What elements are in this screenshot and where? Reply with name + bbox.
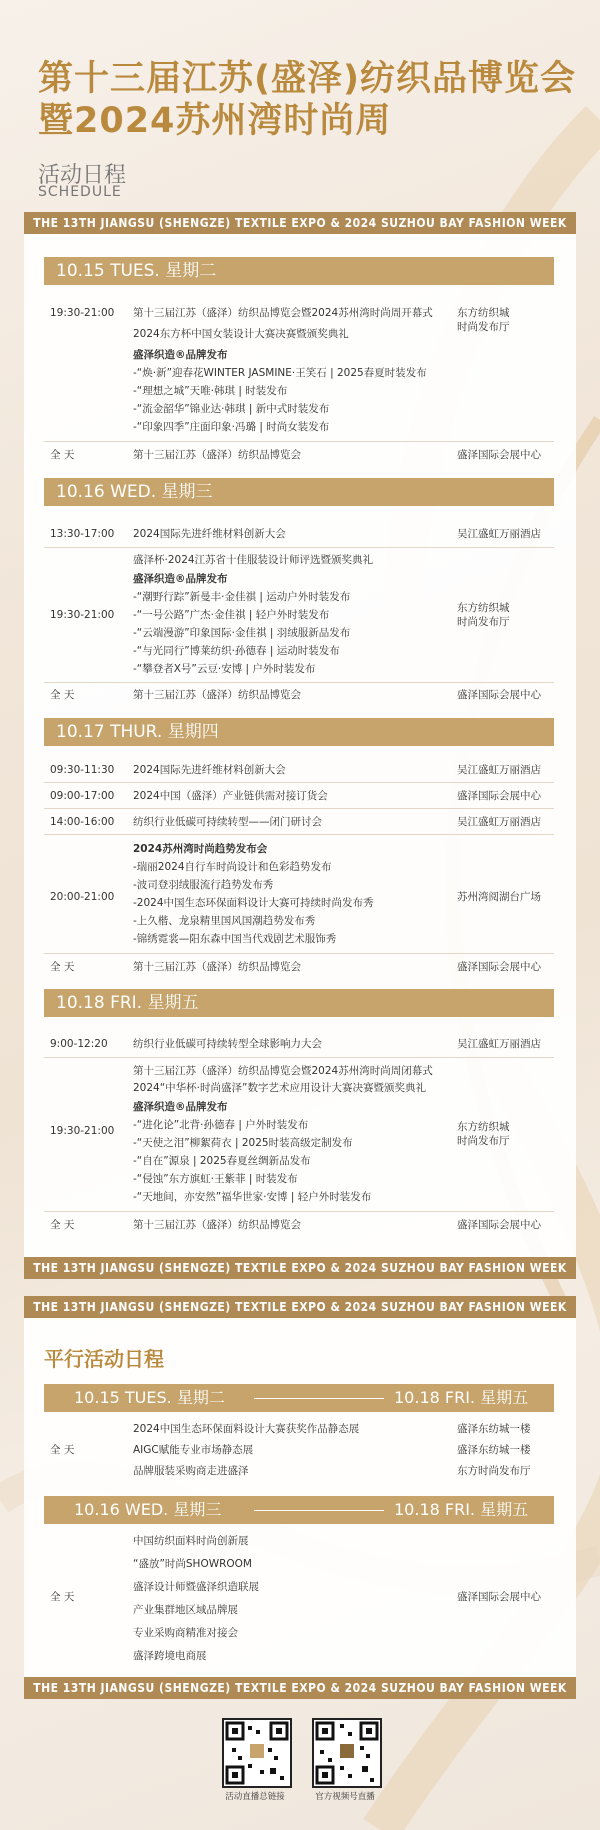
- time: 19:30-21:00: [50, 1125, 115, 1137]
- divider: [44, 834, 554, 835]
- venue: 吴江盛虹万丽酒店: [457, 816, 541, 828]
- event: -“攀登者X号”云豆·安博 | 户外时装发布: [133, 663, 316, 675]
- day-header-1018: 10.18 FRI. 星期五: [44, 989, 554, 1017]
- event: “盛放”时尚SHOWROOM: [133, 1558, 252, 1570]
- event: -“理想之城”天唯·韩琪 | 时装发布: [133, 385, 288, 397]
- event: -“一号公路”广杰·金佳祺 | 轻户外时装发布: [133, 609, 330, 621]
- event: 第十三届江苏（盛泽）纺织品博览会: [133, 961, 301, 973]
- expo-banner: THE 13TH JIANGSU (SHENGZE) TEXTILE EXPO & 2024 SUZHOU BAY FASHION WEEK: [24, 1257, 576, 1279]
- venue: 东方纺织城 时尚发布厅: [457, 307, 510, 333]
- event: 品牌服装采购商走进盛泽: [133, 1465, 249, 1477]
- event: 产业集群地区域品牌展: [133, 1604, 238, 1616]
- event: -“侵蚀”东方旗虹·王紫菲 | 时装发布: [133, 1173, 298, 1185]
- event: -“流金韶华”锦业达·韩琪 | 新中式时装发布: [133, 403, 330, 415]
- time: 全 天: [50, 1591, 75, 1603]
- event: -瑞丽2024自行车时尚设计和色彩趋势发布: [133, 861, 332, 873]
- event: 中国纺织面料时尚创新展: [133, 1535, 249, 1547]
- venue: 盛泽国际会展中心: [457, 1219, 541, 1231]
- event: 盛泽织造®品牌发布: [133, 1101, 228, 1113]
- event: 盛泽织造®品牌发布: [133, 573, 228, 585]
- qr-caption: 官方视频号直播: [315, 1792, 375, 1802]
- event: -“与光同行”博莱纺织·孙德春 | 运动时装发布: [133, 645, 340, 657]
- time: 全 天: [50, 961, 75, 973]
- divider: [44, 953, 554, 954]
- event: -“进化论”北背·孙德春 | 户外时装发布: [133, 1119, 309, 1131]
- event: 盛泽织造®品牌发布: [133, 349, 228, 361]
- event: -上久楷、龙泉精里国风国潮趋势发布秀: [133, 915, 316, 927]
- venue: 盛泽东纺城一楼: [457, 1444, 531, 1456]
- time: 14:00-16:00: [50, 816, 115, 828]
- venue: 盛泽国际会展中心: [457, 790, 541, 802]
- venue: 盛泽国际会展中心: [457, 961, 541, 973]
- event: 第十三届江苏（盛泽）纺织品博览会暨2024苏州湾时尚周闭幕式: [133, 1065, 433, 1077]
- time: 19:30-21:00: [50, 307, 115, 319]
- divider: [44, 682, 554, 683]
- event: -“自在”源泉 | 2025春夏丝绸新品发布: [133, 1155, 311, 1167]
- event: AIGC赋能专业市场静态展: [133, 1444, 254, 1456]
- expo-banner: THE 13TH JIANGSU (SHENGZE) TEXTILE EXPO & 2024 SUZHOU BAY FASHION WEEK: [24, 212, 576, 234]
- qr-caption: 活动直播总链接: [225, 1792, 285, 1802]
- time: 全 天: [50, 689, 75, 701]
- schedule-panel: [24, 234, 576, 1260]
- event: 盛泽设计师暨盛泽织造联展: [133, 1581, 259, 1593]
- page-title: 第十三届江苏(盛泽)纺织品博览会 暨2024苏州湾时尚周: [38, 59, 576, 141]
- divider: [44, 808, 554, 809]
- event: 第十三届江苏（盛泽）纺织品博览会暨2024苏州湾时尚周开幕式: [133, 307, 433, 319]
- day-header-1015: 10.15 TUES. 星期二: [44, 257, 554, 285]
- parallel-title: 平行活动日程: [44, 1347, 164, 1371]
- venue: 苏州湾阅湖台广场: [457, 891, 541, 903]
- qr-code-video-channel[interactable]: [312, 1718, 382, 1788]
- event: 第十三届江苏（盛泽）纺织品博览会: [133, 1219, 301, 1231]
- event: 专业采购商精准对接会: [133, 1627, 238, 1639]
- event: 2024中国生态环保面料设计大赛获奖作品静态展: [133, 1423, 360, 1435]
- event: -2024中国生态环保面料设计大赛可持续时尚发布秀: [133, 897, 374, 909]
- venue: 吴江盛虹万丽酒店: [457, 764, 541, 776]
- event: 纺织行业低碳可持续转型——闭门研讨会: [133, 816, 322, 828]
- event: 第十三届江苏（盛泽）纺织品博览会: [133, 689, 301, 701]
- event: 纺织行业低碳可持续转型全球影响力大会: [133, 1038, 322, 1050]
- time: 20:00-21:00: [50, 891, 115, 903]
- venue: 东方纺织城 时尚发布厅: [457, 602, 510, 628]
- event: -“焕·新”迎春花WINTER JASMINE·王笑石 | 2025春夏时装发布: [133, 367, 427, 379]
- event: 第十三届江苏（盛泽）纺织品博览会: [133, 449, 301, 461]
- venue: 吴江盛虹万丽酒店: [457, 1038, 541, 1050]
- divider: [44, 1211, 554, 1212]
- parallel-date-range-1: 10.15 TUES. 星期二 10.18 FRI. 星期五: [44, 1384, 554, 1412]
- event: -“天地间，亦安然”福华世家·安博 | 轻户外时装发布: [133, 1191, 372, 1203]
- event: 2024“中华杯·时尚盛泽”数字艺术应用设计大赛决赛暨颁奖典礼: [133, 1082, 426, 1094]
- venue: 吴江盛虹万丽酒店: [457, 528, 541, 540]
- event: -锦绣霓裳—阳东森中国当代戏剧艺术服饰秀: [133, 933, 337, 945]
- event: -波司登羽绒服流行趋势发布秀: [133, 879, 274, 891]
- qr-code-live-stream[interactable]: [222, 1718, 292, 1788]
- day-header-1016: 10.16 WED. 星期三: [44, 478, 554, 506]
- time: 19:30-21:00: [50, 609, 115, 621]
- event: -“潮野行踪”新曼丰·金佳祺 | 运动户外时装发布: [133, 591, 351, 603]
- event: 2024中国（盛泽）产业链供需对接订货会: [133, 790, 328, 802]
- day-header-1017: 10.17 THUR. 星期四: [44, 718, 554, 746]
- divider: [44, 547, 554, 548]
- event: 盛泽杯·2024江苏省十佳服装设计师评选暨颁奖典礼: [133, 554, 374, 566]
- event: 2024国际先进纤维材料创新大会: [133, 764, 286, 776]
- venue: 盛泽国际会展中心: [457, 1591, 541, 1603]
- schedule-heading: 活动日程: [38, 163, 127, 188]
- time: 全 天: [50, 1219, 75, 1231]
- expo-banner: THE 13TH JIANGSU (SHENGZE) TEXTILE EXPO & 2024 SUZHOU BAY FASHION WEEK: [24, 1296, 576, 1318]
- time: 13:30-17:00: [50, 528, 115, 540]
- parallel-date-range-2: 10.16 WED. 星期三 10.18 FRI. 星期五: [44, 1496, 554, 1524]
- venue: 盛泽国际会展中心: [457, 689, 541, 701]
- venue: 盛泽东纺城一楼: [457, 1423, 531, 1435]
- event: 2024东方杯中国女装设计大赛决赛暨颁奖典礼: [133, 328, 349, 340]
- venue: 东方时尚发布厅: [457, 1465, 531, 1477]
- time: 全 天: [50, 1444, 75, 1456]
- event: -“天使之泪”柳絮荷衣 | 2025时装高级定制发布: [133, 1137, 353, 1149]
- divider: [44, 1057, 554, 1058]
- event: 2024苏州湾时尚趋势发布会: [133, 843, 268, 855]
- time: 9:00-12:20: [50, 1038, 108, 1050]
- time: 09:00-17:00: [50, 790, 115, 802]
- divider: [44, 782, 554, 783]
- event: 2024国际先进纤维材料创新大会: [133, 528, 286, 540]
- time: 09:30-11:30: [50, 764, 115, 776]
- expo-banner: THE 13TH JIANGSU (SHENGZE) TEXTILE EXPO & 2024 SUZHOU BAY FASHION WEEK: [24, 1677, 576, 1699]
- event: -“印象四季”庄面印象·冯璐 | 时尚女装发布: [133, 421, 330, 433]
- venue: 东方纺织城 时尚发布厅: [457, 1121, 510, 1147]
- divider: [44, 441, 554, 442]
- event: -“云端漫游”印象国际·金佳祺 | 羽绒服新品发布: [133, 627, 351, 639]
- time: 全 天: [50, 449, 75, 461]
- event: 盛泽跨境电商展: [133, 1650, 207, 1662]
- venue: 盛泽国际会展中心: [457, 449, 541, 461]
- schedule-heading-en: SCHEDULE: [38, 184, 122, 200]
